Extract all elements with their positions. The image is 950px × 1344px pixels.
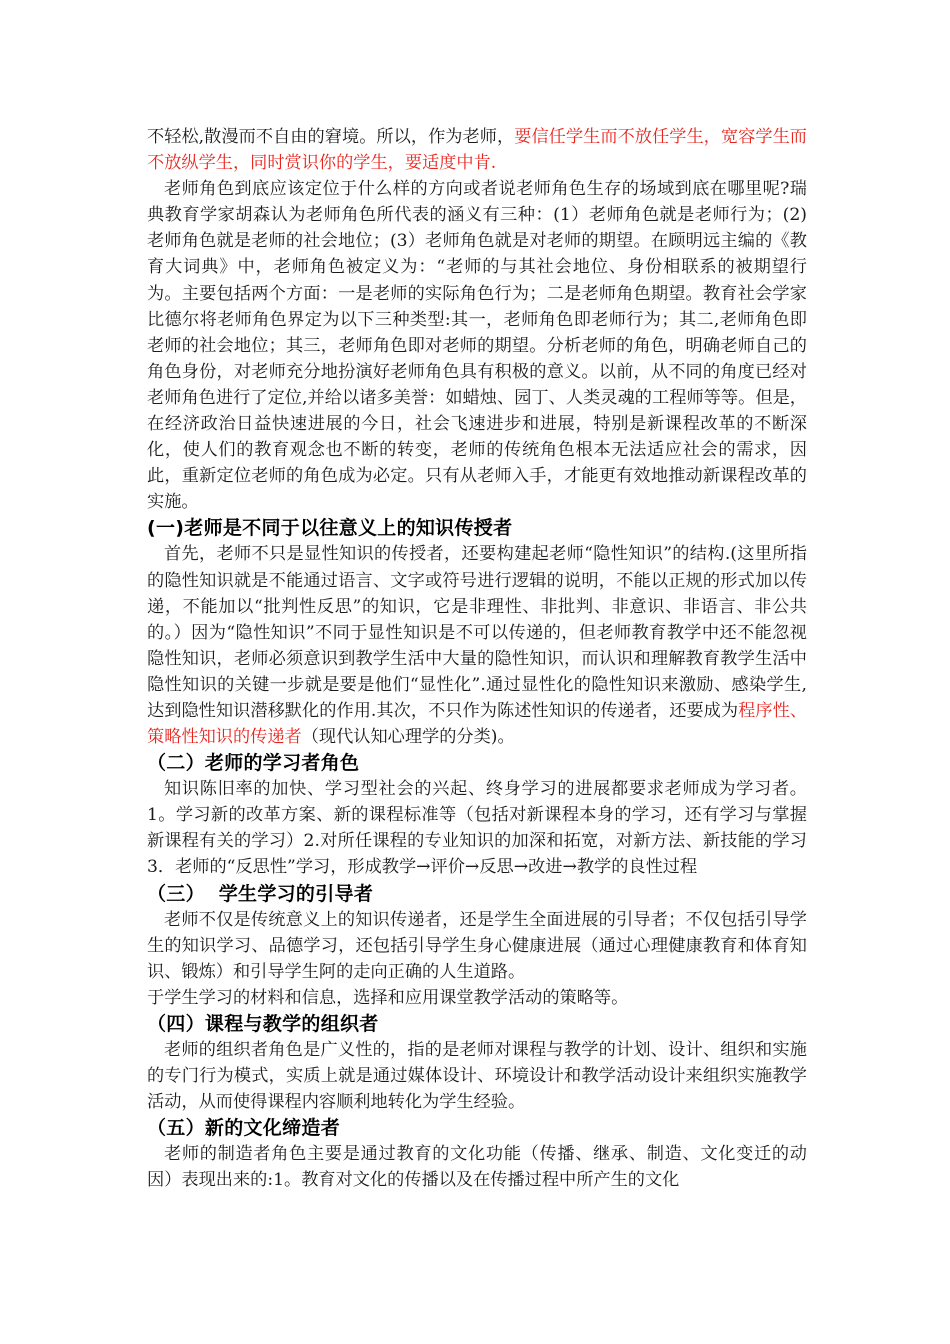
paragraph-2-tail: （现代认知心理学的分类)。 <box>301 727 515 748</box>
paragraph-guide-role-continued: 于学生学习的材料和信息，选择和应用课堂教学活动的策略等。 <box>147 987 629 1008</box>
paragraph-learner-role: 知识陈旧率的加快、学习型社会的兴起、终身学习的进展都要求老师成为学习者。1。学习新的改革方案、新的课程标准等（包括对新课程本身的学习，还有学习与掌握新课程有关的学习）2.对所任课程的专业知识的加深和拓宽，对新方法、新技能的学习3．老师的“反思性”学习，形成教学→评价→反思→改进→教学的良性过程 <box>147 779 807 878</box>
document-page <box>147 124 807 1193</box>
paragraph-guide-role: 老师不仅是传统意义上的知识传递者，还是学生全面进展的引导者；不仅包括引导学生的知识学习、品德学习，还包括引导学生身心健康进展（通过心理健康教育和体育知识、锻炼）和引导学生阿的走向正确的人生道路。 <box>147 909 807 982</box>
section-heading-5: （五）新的文化缔造者 <box>147 1117 341 1140</box>
section-heading-3: （三） 学生学习的引导者 <box>147 882 374 905</box>
paragraph-0-highlight: 要信任学生而不放任学生，宽容学生而不放纵学生，同时赏识你的学生，要适度中肯. <box>147 127 807 174</box>
paragraph-0-text: 不轻松,散漫而不自由的窘境。所以，作为老师， <box>147 127 515 147</box>
section-heading-2: （二）老师的学习者角色 <box>147 752 360 775</box>
paragraph-knowledge-transmitter <box>147 541 807 750</box>
paragraph-teacher-role-definition: 老师角色到底应该定位于什么样的方向或者说老师角色生存的场域到底在哪里呢?瑞典教育学家胡森认为老师角色所代表的涵义有三种：(1）老师角色就是老师行为；(2)老师角色就是老师的社会地位；(3）老师角色就是对老师的期望。在顾明远主编的《教育大词典》中，老师角色被定义为：“老师的与其社会地位、身份相联系的被期望行为。主要包括两个方面：一是老师的实际角色行为；二是老师角色期望。教育社会学家比德尔将老师角色界定为以下三种类型:其一，老师角色即老师行为；其二,老师角色即老师的社会地位；其三，老师角色即对老师的期望。分析老师的角色，明确老师自己的角色身份，对老师充分地扮演好老师角色具有积极的意义。以前，从不同的角度已经对老师角色进行了定位,并给以诸多美誉：如蜡烛、园丁、人类灵魂的工程师等等。但是，在经济政治日益快速进展的今日，社会飞速进步和进展，特别是新课程改革的不断深化，使人们的教育观念也不断的转变，老师的传统角色根本无法适应社会的需求，因此，重新定位老师的角色成为必定。只有从老师入手，才能更有效地推动新课程改革的实施。 <box>147 179 807 513</box>
paragraph-2-text: 首先，老师不只是显性知识的传授者，还要构建起老师“隐性知识”的结构.(这里所指的隐性知识就是不能通过语言、文字或符号进行逻辑的说明，不能以正规的形式加以传递，不能加以“批判性反思”的知识，它是非理性、非批判、非意识、非语言、非公共的。）因为“隐性知识”不同于显性知识是不可以传递的，但老师教育教学中还不能忽视隐性知识，老师必须意识到教学生活中大量的隐性知识，而认识和理解教育教学生活中隐性知识的关键一步就是要是他们“显性化”.通过显性化的隐性知识来激励、感染学生,达到隐性知识潜移默化的作用.其次，不只作为陈述性知识的传递者，还要成为 <box>147 544 807 721</box>
paragraph-organizer-role: 老师的组织者角色是广义性的，指的是老师对课程与教学的计划、设计、组织和实施的专门行为模式，实质上就是通过媒体设计、环境设计和教学活动设计来组织实施教学活动，从而使得课程内容顺利地转化为学生经验。 <box>147 1039 807 1113</box>
section-heading-1: (一)老师是不同于以往意义上的知识传授者 <box>147 517 513 540</box>
paragraph-0 <box>147 124 807 176</box>
section-heading-4: （四）课程与教学的组织者 <box>147 1012 379 1035</box>
paragraph-2-highlight: 程序性、策略性知识的传递者 <box>147 700 807 748</box>
paragraph-culture-creator: 老师的制造者角色主要是通过教育的文化功能（传播、继承、制造、文化变迁的动因）表现出来的:1。教育对文化的传播以及在传播过程中所产生的文化 <box>147 1144 807 1191</box>
